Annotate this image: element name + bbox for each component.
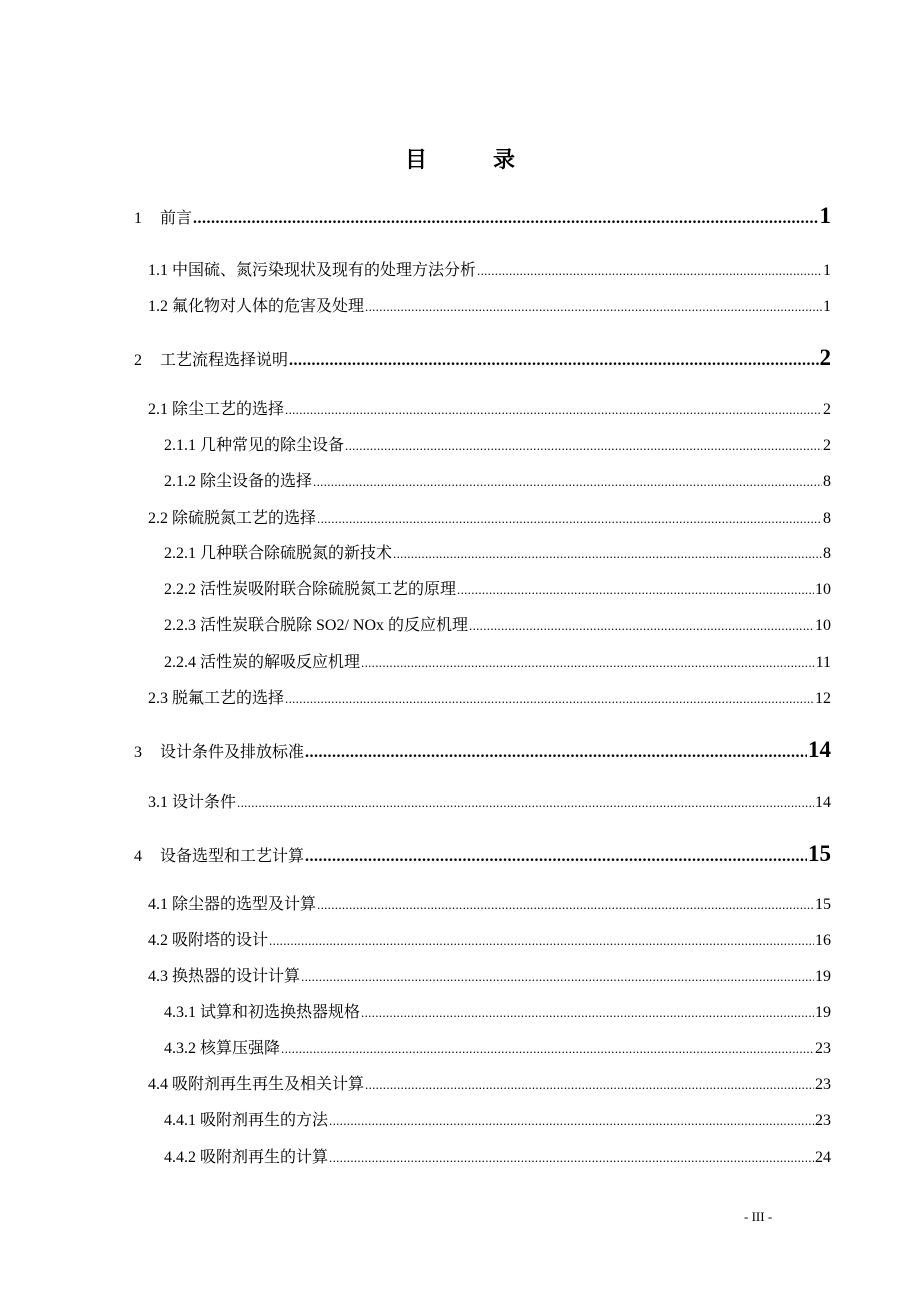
toc-entry-label [134, 347, 288, 370]
toc-entry-label: 2.2 除硫脱氮工艺的选择 [148, 510, 317, 527]
toc-dot-leader [305, 744, 807, 762]
toc-entry[interactable] [148, 963, 831, 986]
toc-entry[interactable] [148, 505, 831, 528]
toc-entry-label: 2.1.2 除尘设备的选择 [164, 473, 313, 490]
toc-entry-label: 2.2.3 活性炭联合脱除 SO2/ NOx 的反应机理 [164, 617, 469, 634]
toc-entry-page: 12 [815, 690, 831, 707]
toc-entry[interactable] [148, 396, 831, 419]
toc-entry-label: 4.1 除尘器的选型及计算 [148, 896, 317, 913]
toc-entry-label: 2.2.1 几种联合除硫脱氮的新技术 [164, 545, 393, 562]
toc-entry-page: 11 [815, 654, 831, 671]
toc-entry-text: 工艺流程选择说明 [160, 350, 289, 369]
toc-entry[interactable] [164, 576, 831, 599]
toc-entry-page: 16 [815, 932, 831, 949]
toc-entry-page: 14 [808, 737, 831, 762]
toc-entry[interactable] [164, 468, 831, 491]
toc-entry[interactable] [148, 1071, 831, 1094]
toc-title-char: 录 [493, 148, 516, 173]
toc-entry-label: 4.3.1 试算和初选换热器规格 [164, 1004, 361, 1021]
toc-entry-label [134, 739, 304, 762]
toc-entry[interactable] [134, 203, 831, 229]
toc-entry-number: 4 [134, 848, 142, 865]
toc-entry-label: 1.2 氟化物对人体的危害及处理 [148, 298, 365, 315]
toc-entry-label: 4.4.2 吸附剂再生的计算 [164, 1149, 329, 1166]
toc-dot-leader [237, 795, 814, 811]
toc-dot-leader [329, 1150, 814, 1166]
toc-dot-leader [281, 1041, 814, 1057]
toc-dot-leader [365, 299, 822, 315]
toc-entry-page: 15 [815, 896, 831, 913]
toc-entry-label: 1.1 中国硫、氮污染现状及现有的处理方法分析 [148, 262, 477, 279]
toc-entry-page: 23 [815, 1040, 831, 1057]
toc-entry-page: 23 [815, 1076, 831, 1093]
toc-entry-page: 19 [815, 968, 831, 985]
toc-entry[interactable] [148, 685, 831, 708]
toc-entry-page: 1 [823, 262, 831, 279]
toc-entry[interactable] [148, 927, 831, 950]
toc-dot-leader [313, 474, 822, 490]
toc-dot-leader [329, 1113, 814, 1129]
toc-entry-page: 2 [823, 401, 831, 418]
toc-entry-label: 4.3 换热器的设计计算 [148, 968, 301, 985]
toc-entry-label: 3.1 设计条件 [148, 794, 237, 811]
toc-dot-leader [317, 897, 814, 913]
toc-entry-label: 4.3.2 核算压强降 [164, 1040, 281, 1057]
toc-entry[interactable] [148, 257, 831, 280]
toc-entry-number: 3 [134, 744, 142, 761]
toc-entry-label [134, 205, 192, 228]
toc-entry-label: 4.4 吸附剂再生再生及相关计算 [148, 1076, 365, 1093]
toc-entry-label: 4.2 吸附塔的设计 [148, 932, 269, 949]
toc-dot-leader [457, 582, 814, 598]
toc-dot-leader [301, 969, 814, 985]
toc-entry-page: 8 [823, 545, 831, 562]
toc-entry[interactable] [148, 789, 831, 812]
toc-entry-page: 19 [815, 1004, 831, 1021]
toc-entry[interactable] [134, 841, 831, 867]
toc-entry[interactable] [164, 1144, 831, 1167]
toc-entry-label: 2.1.1 几种常见的除尘设备 [164, 437, 345, 454]
toc-title-char: 目 [404, 148, 427, 173]
toc-entry-number: 1 [134, 210, 142, 227]
toc-entry-page: 24 [815, 1149, 831, 1166]
toc-entry[interactable] [148, 293, 831, 316]
toc-entry-page: 10 [815, 581, 831, 598]
toc-entry-number: 2 [134, 352, 142, 369]
toc-entry-text: 设计条件及排放标准 [160, 742, 305, 761]
toc-entry-label: 2.3 脱氟工艺的选择 [148, 690, 285, 707]
toc-dot-leader [477, 263, 822, 279]
toc-entry-page: 14 [815, 794, 831, 811]
toc-title [0, 143, 920, 174]
toc-dot-leader [469, 618, 814, 634]
toc-dot-leader [365, 1077, 814, 1093]
toc-dot-leader [393, 546, 822, 562]
page-number: - III - [744, 1209, 773, 1224]
toc-dot-leader [361, 655, 815, 671]
toc-entry-text: 前言 [160, 208, 193, 227]
toc-entry-page: 2 [819, 345, 831, 370]
toc-dot-leader [269, 933, 814, 949]
toc-entry[interactable] [164, 432, 831, 455]
toc-entry-label: 2.1 除尘工艺的选择 [148, 401, 285, 418]
toc-entry[interactable] [148, 891, 831, 914]
toc-dot-leader [361, 1005, 814, 1021]
toc-dot-leader [285, 691, 814, 707]
toc-entry-label: 2.2.4 活性炭的解吸反应机理 [164, 654, 361, 671]
toc-entry-page: 2 [823, 437, 831, 454]
toc-entry[interactable] [164, 649, 831, 672]
toc-entry[interactable] [134, 345, 831, 371]
toc-entry-page: 15 [808, 841, 831, 866]
toc-dot-leader [317, 511, 822, 527]
toc-dot-leader [193, 210, 818, 228]
toc-dot-leader [305, 848, 807, 866]
toc-dot-leader [289, 352, 818, 370]
toc-entry-label: 4.4.1 吸附剂再生的方法 [164, 1112, 329, 1129]
toc-entry[interactable] [164, 1107, 831, 1130]
toc-dot-leader [345, 438, 822, 454]
toc-entry[interactable] [134, 737, 831, 763]
toc-entry[interactable] [164, 999, 831, 1022]
toc-entry-page: 1 [823, 298, 831, 315]
toc-entry-page: 23 [815, 1112, 831, 1129]
toc-entry-label: 2.2.2 活性炭吸附联合除硫脱氮工艺的原理 [164, 581, 457, 598]
toc-entry-page: 8 [823, 510, 831, 527]
toc-entry-text: 设备选型和工艺计算 [160, 846, 305, 865]
toc-entry[interactable] [164, 612, 831, 635]
toc-entry-page: 10 [815, 617, 831, 634]
toc-entry-page: 8 [823, 473, 831, 490]
toc-entry[interactable] [164, 1035, 831, 1058]
toc-entry-page: 1 [819, 203, 831, 228]
toc-entry-label [134, 843, 304, 866]
toc-dot-leader [285, 402, 822, 418]
toc-entry[interactable] [164, 540, 831, 563]
